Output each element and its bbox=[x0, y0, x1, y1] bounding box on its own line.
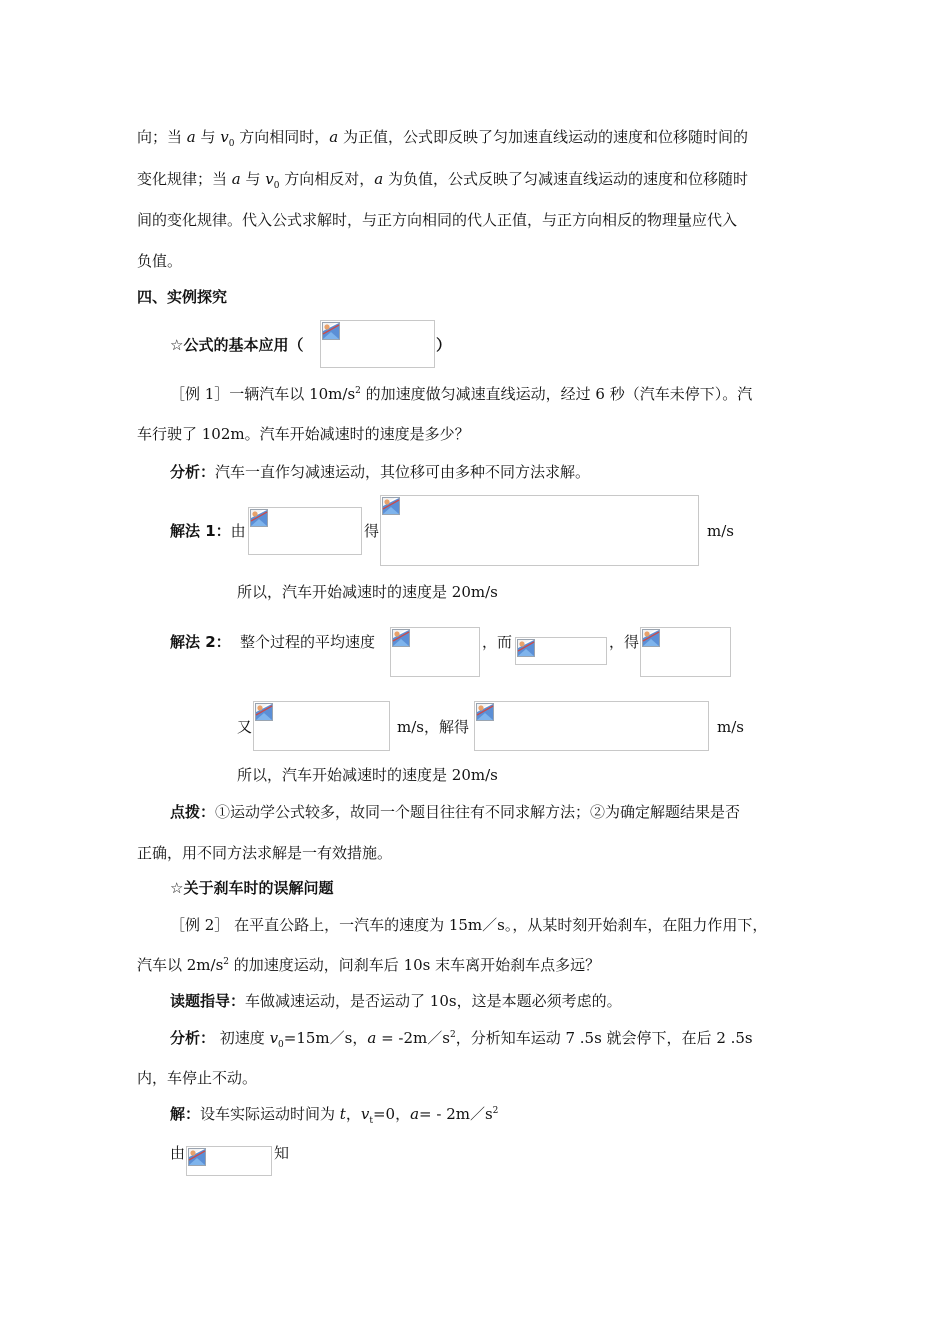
method1-de: 得 bbox=[364, 522, 380, 540]
broken-image-icon bbox=[392, 629, 410, 647]
method2-er: ，而 bbox=[482, 633, 513, 651]
superscript: 2 bbox=[355, 386, 361, 396]
text: ， bbox=[345, 1105, 361, 1123]
text: 汽车以 2m/s bbox=[137, 956, 224, 974]
intro-line-3: 间的变化规律。代入公式求解时，与正方向相同的代人正值，与正方向相反的物理量应代入 bbox=[137, 211, 738, 229]
method2-row bbox=[170, 632, 231, 652]
formula-image-placeholder bbox=[186, 1146, 272, 1176]
text: 方向相同时， bbox=[234, 128, 330, 146]
superscript: 2 bbox=[223, 957, 230, 967]
example2-line-1: ［例 2］ 在平直公路上，一汽车的速度为 15m／s。，从某时刻开始刹车，在阻力作用下， bbox=[170, 916, 768, 934]
method2-unit1: m/s，解得 bbox=[397, 718, 469, 736]
text: 初速度 bbox=[215, 1029, 270, 1047]
text: = - 2m／s bbox=[419, 1105, 493, 1123]
method1-result: 所以，汽车开始减速时的速度是 20m/s bbox=[237, 583, 498, 601]
text: 的加速度做匀减速直线运动，经过 6 秒（汽车未停下）。汽 bbox=[360, 385, 753, 403]
analysis2-line-1 bbox=[170, 1028, 753, 1048]
intro-line-2 bbox=[137, 169, 748, 189]
method2-de: ，得 bbox=[609, 633, 640, 651]
text: 向；当 bbox=[137, 128, 187, 146]
section-heading: 四、实例探究 bbox=[137, 288, 228, 306]
text: 与 bbox=[195, 128, 221, 146]
formula-image-placeholder bbox=[320, 320, 435, 368]
text: 汽车一直作匀减速运动，其位移可由多种不同方法求解。 bbox=[215, 463, 591, 481]
method2-result: 所以，汽车开始减速时的速度是 20m/s bbox=[237, 766, 498, 784]
formula-image-placeholder bbox=[253, 701, 390, 751]
text: ，分析知车运动 7 .5s 就会停下，在后 2 .5s bbox=[455, 1029, 753, 1047]
text: 车做减速运动，是否运动了 10s，这是本题必须考虑的。 bbox=[245, 992, 622, 1010]
text: 设车实际运动时间为 bbox=[200, 1105, 340, 1123]
superscript: 2 bbox=[492, 1106, 499, 1116]
var-a: a bbox=[231, 170, 241, 188]
text: 为正值，公式即反映了匀加速直线运动的速度和位移随时间的 bbox=[338, 128, 749, 146]
example1-line-1 bbox=[170, 384, 752, 404]
formula-image-placeholder bbox=[640, 627, 731, 677]
label: 解法 2： bbox=[170, 633, 231, 651]
text: 变化规律；当 bbox=[137, 170, 232, 188]
intro-line-4: 负值。 bbox=[137, 252, 183, 270]
broken-image-icon bbox=[250, 509, 268, 527]
broken-image-icon bbox=[382, 497, 400, 515]
analysis1 bbox=[170, 462, 590, 482]
var-a: a bbox=[374, 170, 384, 188]
formula-image-placeholder bbox=[390, 627, 480, 677]
label: 解： bbox=[170, 1105, 201, 1123]
example2-line-2 bbox=[137, 955, 600, 975]
broken-image-icon bbox=[517, 639, 535, 657]
topic1-title bbox=[170, 335, 303, 355]
var-v: v bbox=[265, 170, 274, 188]
method2-unit2: m/s bbox=[717, 718, 744, 736]
final-you: 由 bbox=[170, 1144, 186, 1162]
topic2-title: ☆关于刹车时的误解问题 bbox=[170, 879, 334, 897]
var-t: t bbox=[339, 1105, 346, 1123]
subscript: 0 bbox=[273, 181, 280, 191]
topic1-close: ） bbox=[436, 336, 452, 354]
label: 分析： bbox=[170, 1029, 216, 1047]
text: 由 bbox=[230, 522, 246, 540]
var-v: v bbox=[220, 128, 229, 146]
superscript: 2 bbox=[449, 1030, 456, 1040]
label: 读题指导： bbox=[170, 992, 246, 1010]
formula-image-placeholder bbox=[515, 637, 607, 665]
text: =0， bbox=[372, 1105, 411, 1123]
subscript: t bbox=[369, 1116, 373, 1126]
analysis2-line-2: 内，车停止不动。 bbox=[137, 1069, 258, 1087]
var-v: v bbox=[360, 1105, 370, 1123]
tip-line-2: 正确，用不同方法求解是一有效措施。 bbox=[137, 844, 393, 862]
method1-unit: m/s bbox=[707, 522, 734, 540]
method1-row bbox=[170, 521, 246, 541]
text: =15m／s， bbox=[283, 1029, 368, 1047]
label: 点拨： bbox=[170, 803, 216, 821]
var-v: v bbox=[269, 1029, 279, 1047]
intro-line-1 bbox=[137, 127, 748, 147]
formula-image-placeholder bbox=[380, 495, 699, 566]
var-a: a bbox=[367, 1029, 377, 1047]
label: 分析： bbox=[170, 463, 216, 481]
subscript: 0 bbox=[278, 1040, 284, 1050]
text: 方向相反对， bbox=[279, 170, 375, 188]
formula-image-placeholder bbox=[248, 507, 362, 555]
method2-you: 又 bbox=[237, 718, 253, 736]
method2-avg: 整个过程的平均速度 bbox=[240, 633, 376, 651]
text: ①运动学公式较多，故同一个题目往往有不同求解方法；②为确定解题结果是否 bbox=[215, 803, 741, 821]
broken-image-icon bbox=[642, 629, 660, 647]
text: 与 bbox=[240, 170, 266, 188]
final-zhi: 知 bbox=[274, 1144, 290, 1162]
broken-image-icon bbox=[188, 1148, 206, 1166]
text: ☆公式的基本应用（ bbox=[170, 336, 304, 354]
text: = -2m／s bbox=[376, 1029, 450, 1047]
broken-image-icon bbox=[476, 703, 494, 721]
subscript: 0 bbox=[228, 139, 235, 149]
example1-line-2: 车行驶了 102m。汽车开始减速时的速度是多少？ bbox=[137, 425, 470, 443]
solution-line bbox=[170, 1104, 498, 1124]
var-a: a bbox=[410, 1105, 420, 1123]
text: 的加速度运动，问刹车后 10s 末车离开始刹车点多远？ bbox=[229, 956, 601, 974]
formula-image-placeholder bbox=[474, 701, 709, 751]
var-a: a bbox=[186, 128, 196, 146]
reading-guide bbox=[170, 991, 622, 1011]
broken-image-icon bbox=[322, 322, 340, 340]
label: 解法 1： bbox=[170, 522, 231, 540]
text: 为负值，公式反映了匀减速直线运动的速度和位移随时 bbox=[383, 170, 749, 188]
broken-image-icon bbox=[255, 703, 273, 721]
text: ［例 1］一辆汽车以 10m/s bbox=[170, 385, 356, 403]
tip-line-1 bbox=[170, 802, 740, 822]
var-a: a bbox=[329, 128, 339, 146]
